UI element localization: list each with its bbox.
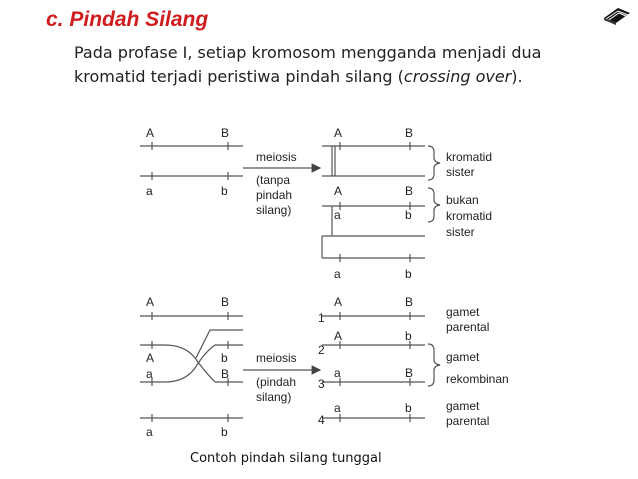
bottom-arrow-label-1: meiosis bbox=[256, 351, 297, 365]
top-allele-a: a bbox=[146, 184, 153, 198]
gamete4-allele-b: b bbox=[405, 401, 412, 415]
bottom-arrow-label-3: silang) bbox=[256, 390, 292, 404]
top-arrow-label-2: (tanpa bbox=[256, 173, 291, 187]
gamete1-allele-B: B bbox=[405, 295, 414, 309]
top-right-allele-B2: B bbox=[405, 184, 414, 198]
brace-label-kromatid-2: kromatid bbox=[446, 209, 493, 223]
top-right-allele-b2: b bbox=[405, 267, 412, 281]
bottom-allele-A: A bbox=[146, 295, 155, 309]
gamet-rekombinan-label-b: rekombinan bbox=[446, 372, 509, 386]
bottom-allele-a: a bbox=[146, 367, 153, 381]
top-labels bbox=[146, 126, 492, 281]
paragraph-end: ). bbox=[511, 67, 523, 86]
top-arrow-label-4: silang) bbox=[256, 203, 292, 217]
bottom-allele-b2: b bbox=[221, 425, 228, 439]
gamet-parental-label-1b: parental bbox=[446, 320, 490, 334]
top-arrow-label-3: pindah bbox=[256, 188, 293, 202]
gamete-number-1: 1 bbox=[318, 311, 325, 325]
slide-title: c. Pindah Silang bbox=[46, 8, 209, 31]
gamete2-allele-A: A bbox=[334, 329, 343, 343]
gamet-parental-label-2b: parental bbox=[446, 414, 490, 428]
gamete1-allele-A: A bbox=[334, 295, 343, 309]
gamet-parental-label-2a: gamet bbox=[446, 399, 480, 413]
bottom-allele-b: b bbox=[221, 351, 228, 365]
top-right-allele-B: B bbox=[405, 126, 414, 140]
top-arrow-label-1: meiosis bbox=[256, 150, 297, 164]
brace-label-bukan: bukan bbox=[446, 193, 479, 207]
top-allele-B: B bbox=[221, 126, 230, 140]
figure-caption: Contoh pindah silang tunggal bbox=[190, 451, 382, 466]
paragraph-text: Pada profase I, setiap kromosom mengganda menjadi dua kromatid terjadi peristiwa pindah silang ( bbox=[74, 43, 542, 86]
brace-label-kromatid: kromatid bbox=[446, 150, 493, 164]
top-allele-b: b bbox=[221, 184, 228, 198]
top-right-allele-b: b bbox=[405, 208, 412, 222]
top-right-allele-A2: A bbox=[334, 184, 343, 198]
gamete-number-2: 2 bbox=[318, 343, 325, 357]
top-allele-A: A bbox=[146, 126, 155, 140]
top-right-allele-a: a bbox=[334, 208, 341, 222]
gamete4-allele-a: a bbox=[334, 401, 341, 415]
gamete2-allele-b: b bbox=[405, 329, 412, 343]
bottom-arrow-label-2: (pindah bbox=[256, 375, 297, 389]
gamete3-allele-B: B bbox=[405, 366, 414, 380]
gamete3-allele-a: a bbox=[334, 366, 341, 380]
bottom-allele-A2: A bbox=[146, 351, 155, 365]
brace-label-sister-2: sister bbox=[446, 225, 475, 239]
gamete-number-4: 4 bbox=[318, 413, 325, 427]
gamete-number-3: 3 bbox=[318, 377, 325, 391]
gamet-rekombinan-label-a: gamet bbox=[446, 350, 480, 364]
brace-label-sister: sister bbox=[446, 165, 475, 179]
bottom-allele-B: B bbox=[221, 295, 230, 309]
gamet-parental-label-1a: gamet bbox=[446, 305, 480, 319]
paragraph-italic-term: crossing over bbox=[403, 67, 512, 86]
top-right-allele-a2: a bbox=[334, 267, 341, 281]
bottom-allele-a2: a bbox=[146, 425, 153, 439]
bottom-allele-B2: B bbox=[221, 367, 230, 381]
bottom-panel bbox=[140, 312, 440, 422]
top-right-allele-A: A bbox=[334, 126, 343, 140]
